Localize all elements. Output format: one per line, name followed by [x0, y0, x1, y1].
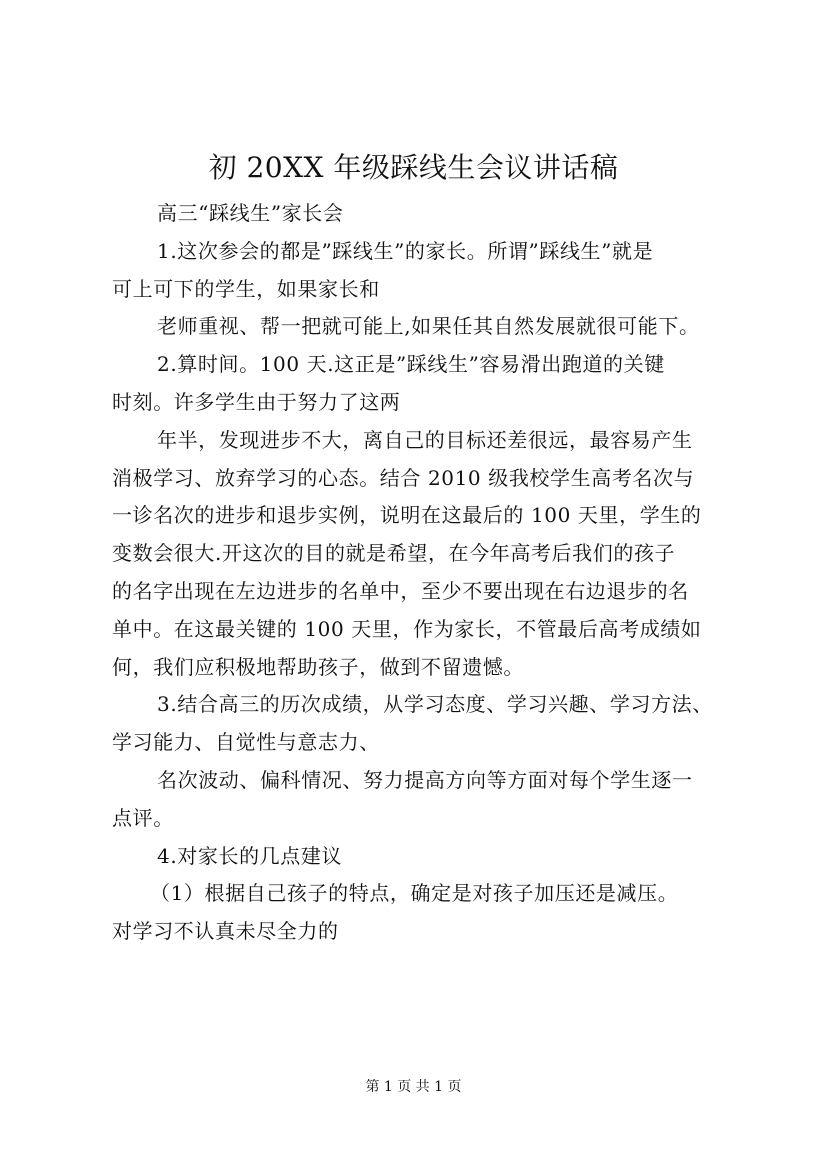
body-line: 单中。在这最关键的 100 天里，作为家长，不管最后高考成绩如 [112, 616, 702, 641]
body-line: 2.算时间。100 天.这正是”踩线生”容易滑出跑道的关键 [157, 352, 665, 377]
body-line: 对学习不认真未尽全力的 [112, 919, 339, 944]
body-line: 可上可下的学生，如果家长和 [112, 276, 380, 301]
document-title: 初 20XX 年级踩线生会议讲话稿 [208, 151, 619, 184]
body-line: 的名字出现在左边进步的名单中，至少不要出现在右边退步的名 [112, 578, 689, 603]
body-line: 年半，发现进步不大，离自己的目标还差很远，最容易产生 [157, 427, 693, 452]
body-line: 老师重视、帮一把就可能上,如果任其自然发展就很可能下。 [157, 314, 700, 339]
document-body [112, 195, 724, 951]
body-line: 1.这次参会的都是”踩线生”的家长。所谓”踩线生”就是 [157, 238, 654, 263]
page-footer: 第 1 页 共 1 页 [365, 1079, 462, 1095]
body-line: 学习能力、自觉性与意志力、 [112, 730, 380, 755]
body-line: 变数会很大.开这次的目的就是希望，在今年高考后我们的孩子 [112, 541, 676, 566]
body-line: 何，我们应积极地帮助孩子，做到不留遗憾。 [112, 654, 524, 679]
body-line: 4.对家长的几点建议 [157, 843, 343, 868]
body-line: 点评。 [112, 805, 174, 830]
body-line: 高三“踩线生”家长会 [157, 201, 344, 225]
body-line: 消极学习、放弃学习的心态。结合 2010 级我校学生高考名次与 [112, 465, 695, 490]
body-line: 3.结合高三的历次成绩，从学习态度、学习兴趣、学习方法、 [157, 692, 713, 717]
body-line: 一诊名次的进步和退步实例，说明在这最后的 100 天里，学生的 [112, 503, 702, 528]
body-line: 时刻。许多学生由于努力了这两 [112, 389, 401, 414]
body-line: 名次波动、偏科情况、努力提高方向等方面对每个学生逐一 [157, 767, 693, 792]
body-line: （1）根据自己孩子的特点，确定是对孩子加压还是减压。 [150, 881, 679, 906]
